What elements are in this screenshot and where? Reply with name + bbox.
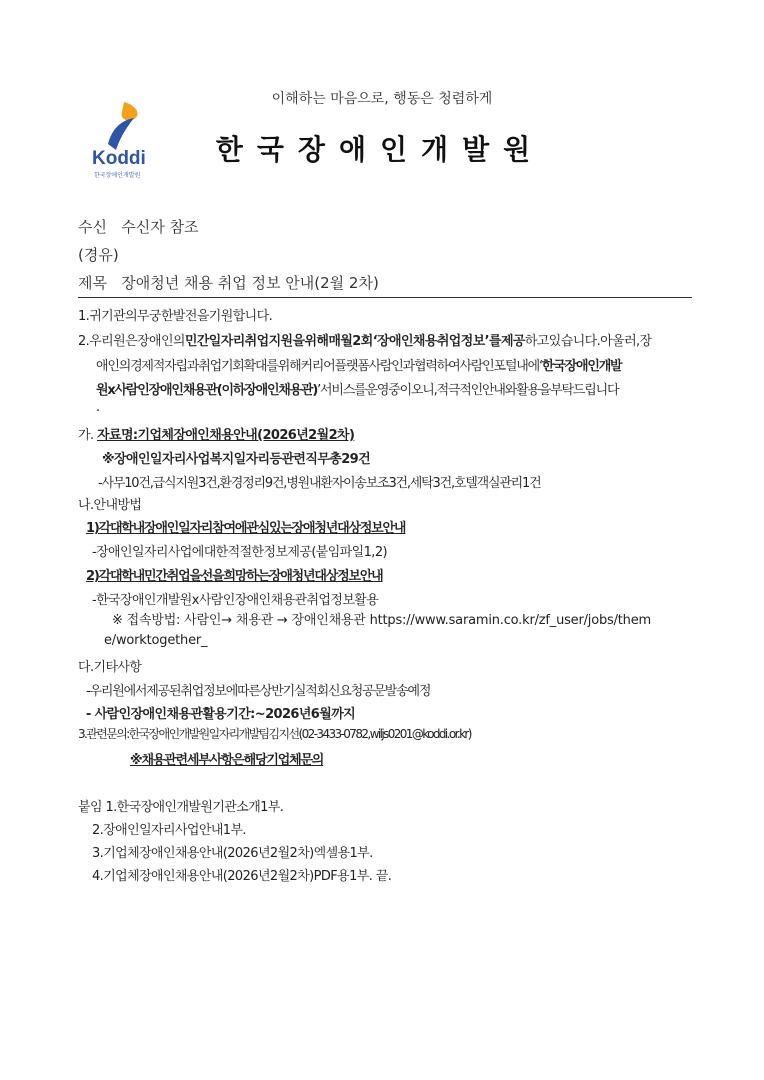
subject-label: 제목 xyxy=(78,274,107,292)
paragraph-1: 1.귀기관의무궁한발전을기원합니다. xyxy=(78,309,273,324)
recipient-value: 수신자 참조 xyxy=(121,218,199,236)
recipient-row xyxy=(78,216,199,237)
logo-wordmark: Koddi xyxy=(92,148,146,169)
p2-line3-bold: 원x사람인장애인채용관(이하장애인채용관) xyxy=(96,383,318,398)
via-row: (경유) xyxy=(78,246,119,264)
paragraph-2-line-3 xyxy=(96,379,618,398)
section-ga xyxy=(78,424,354,443)
paragraph-3-note: ※채용관련세부사항은해당기업체문의 xyxy=(130,753,324,768)
attachment-item-3: 3.기업체장애인채용안내(2026년2월2차)엑셀용1부. xyxy=(92,846,373,861)
section-na-1-title: 1)각대학내장애인일자리참여에관심있는장애청년대상정보안내 xyxy=(86,521,406,536)
section-ga-note: ※장애인일자리사업복지일자리등관련직무총29건 xyxy=(102,452,371,467)
paragraph-3-contact: 3.관련문의:한국장애인개발원일자리개발팀김지선(02-3433-0782,wiljs0201@koddi.or.kr) xyxy=(78,727,471,741)
section-da-detail: -우리원에서제공된취업정보에따른상반기실적회신요청공문발송예정 xyxy=(86,684,431,699)
saramin-access-link[interactable]: ※ 접속방법: 사람인→ 채용관 → 장애인채용관 https://www.saramin.co.kr/zf_user/jobs/them xyxy=(112,613,651,628)
logo-subtitle: 한국장애인개발원 xyxy=(94,172,141,179)
section-ga-detail: -사무10건,급식지원3건,환경정리9건,병원내환자이송보조3건,세탁3건,호텔객실관리1건 xyxy=(98,476,541,491)
section-da-period: - 사람인장애인채용관활용기간:~2026년6월까지 xyxy=(86,707,356,722)
p2-bold-b: 민간일자리취업지원을위해매월2회‘장애인채용취업정보’를제공 xyxy=(184,334,525,349)
section-na-1-detail: -장애인일자리사업에대한적절한정보제공(붙임파일1,2) xyxy=(92,545,387,560)
p2-text-c: 하고있습니다.아울러,장 xyxy=(524,334,652,349)
section-na-2-detail: -한국장애인개발원x사람인장애인채용관취업정보활용 xyxy=(92,593,379,608)
subject-value: 장애청년 채용 취업 정보 안내(2월 2차) xyxy=(121,274,379,292)
recipient-label: 수신 xyxy=(78,218,107,236)
org-title: 한국장애인개발원 xyxy=(215,133,545,166)
header-divider xyxy=(78,297,692,298)
section-da-label: 다.기타사항 xyxy=(78,660,142,675)
section-ga-title: 자료명:기업체장애인채용안내(2026년2월2차) xyxy=(97,428,355,443)
paragraph-2-line-1 xyxy=(78,330,652,349)
p2-line3-text: ’서비스를운영중이오니,적극적인안내와활용을부탁드립니다 xyxy=(317,383,619,398)
attachment-item-4: 4.기업체장애인채용안내(2026년2월2차)PDF용1부. 끝. xyxy=(92,869,392,884)
section-ga-label: 가. xyxy=(78,428,94,443)
paragraph-2-line-4: . xyxy=(96,400,100,415)
slogan: 이해하는 마음으로, 행동은 청렴하게 xyxy=(271,91,493,107)
attachment-item-1: 1.한국장애인개발원기관소개1부. xyxy=(105,800,284,815)
attachment-row-1 xyxy=(78,796,283,815)
saramin-access-link-cont[interactable]: e/worktogether_ xyxy=(104,633,208,648)
paragraph-2-line-2 xyxy=(96,355,621,374)
section-na-label: 나.안내방법 xyxy=(78,498,142,513)
attachment-label: 붙임 xyxy=(78,800,102,815)
subject-row xyxy=(78,272,379,293)
p2-text-a: 2.우리원은장애인의 xyxy=(78,334,185,349)
p2-line2-text: 애인의경제적자립과취업기회확대를위해커리어플랫폼사람인과협력하여사람인포털내에‘ xyxy=(96,359,542,374)
p2-line2-bold: 한국장애인개발 xyxy=(541,359,622,374)
section-na-2-title: 2)각대학내민간취업을선을희망하는장애청년대상정보안내 xyxy=(86,569,383,584)
attachment-item-2: 2.장애인일자리사업안내1부. xyxy=(92,823,246,838)
